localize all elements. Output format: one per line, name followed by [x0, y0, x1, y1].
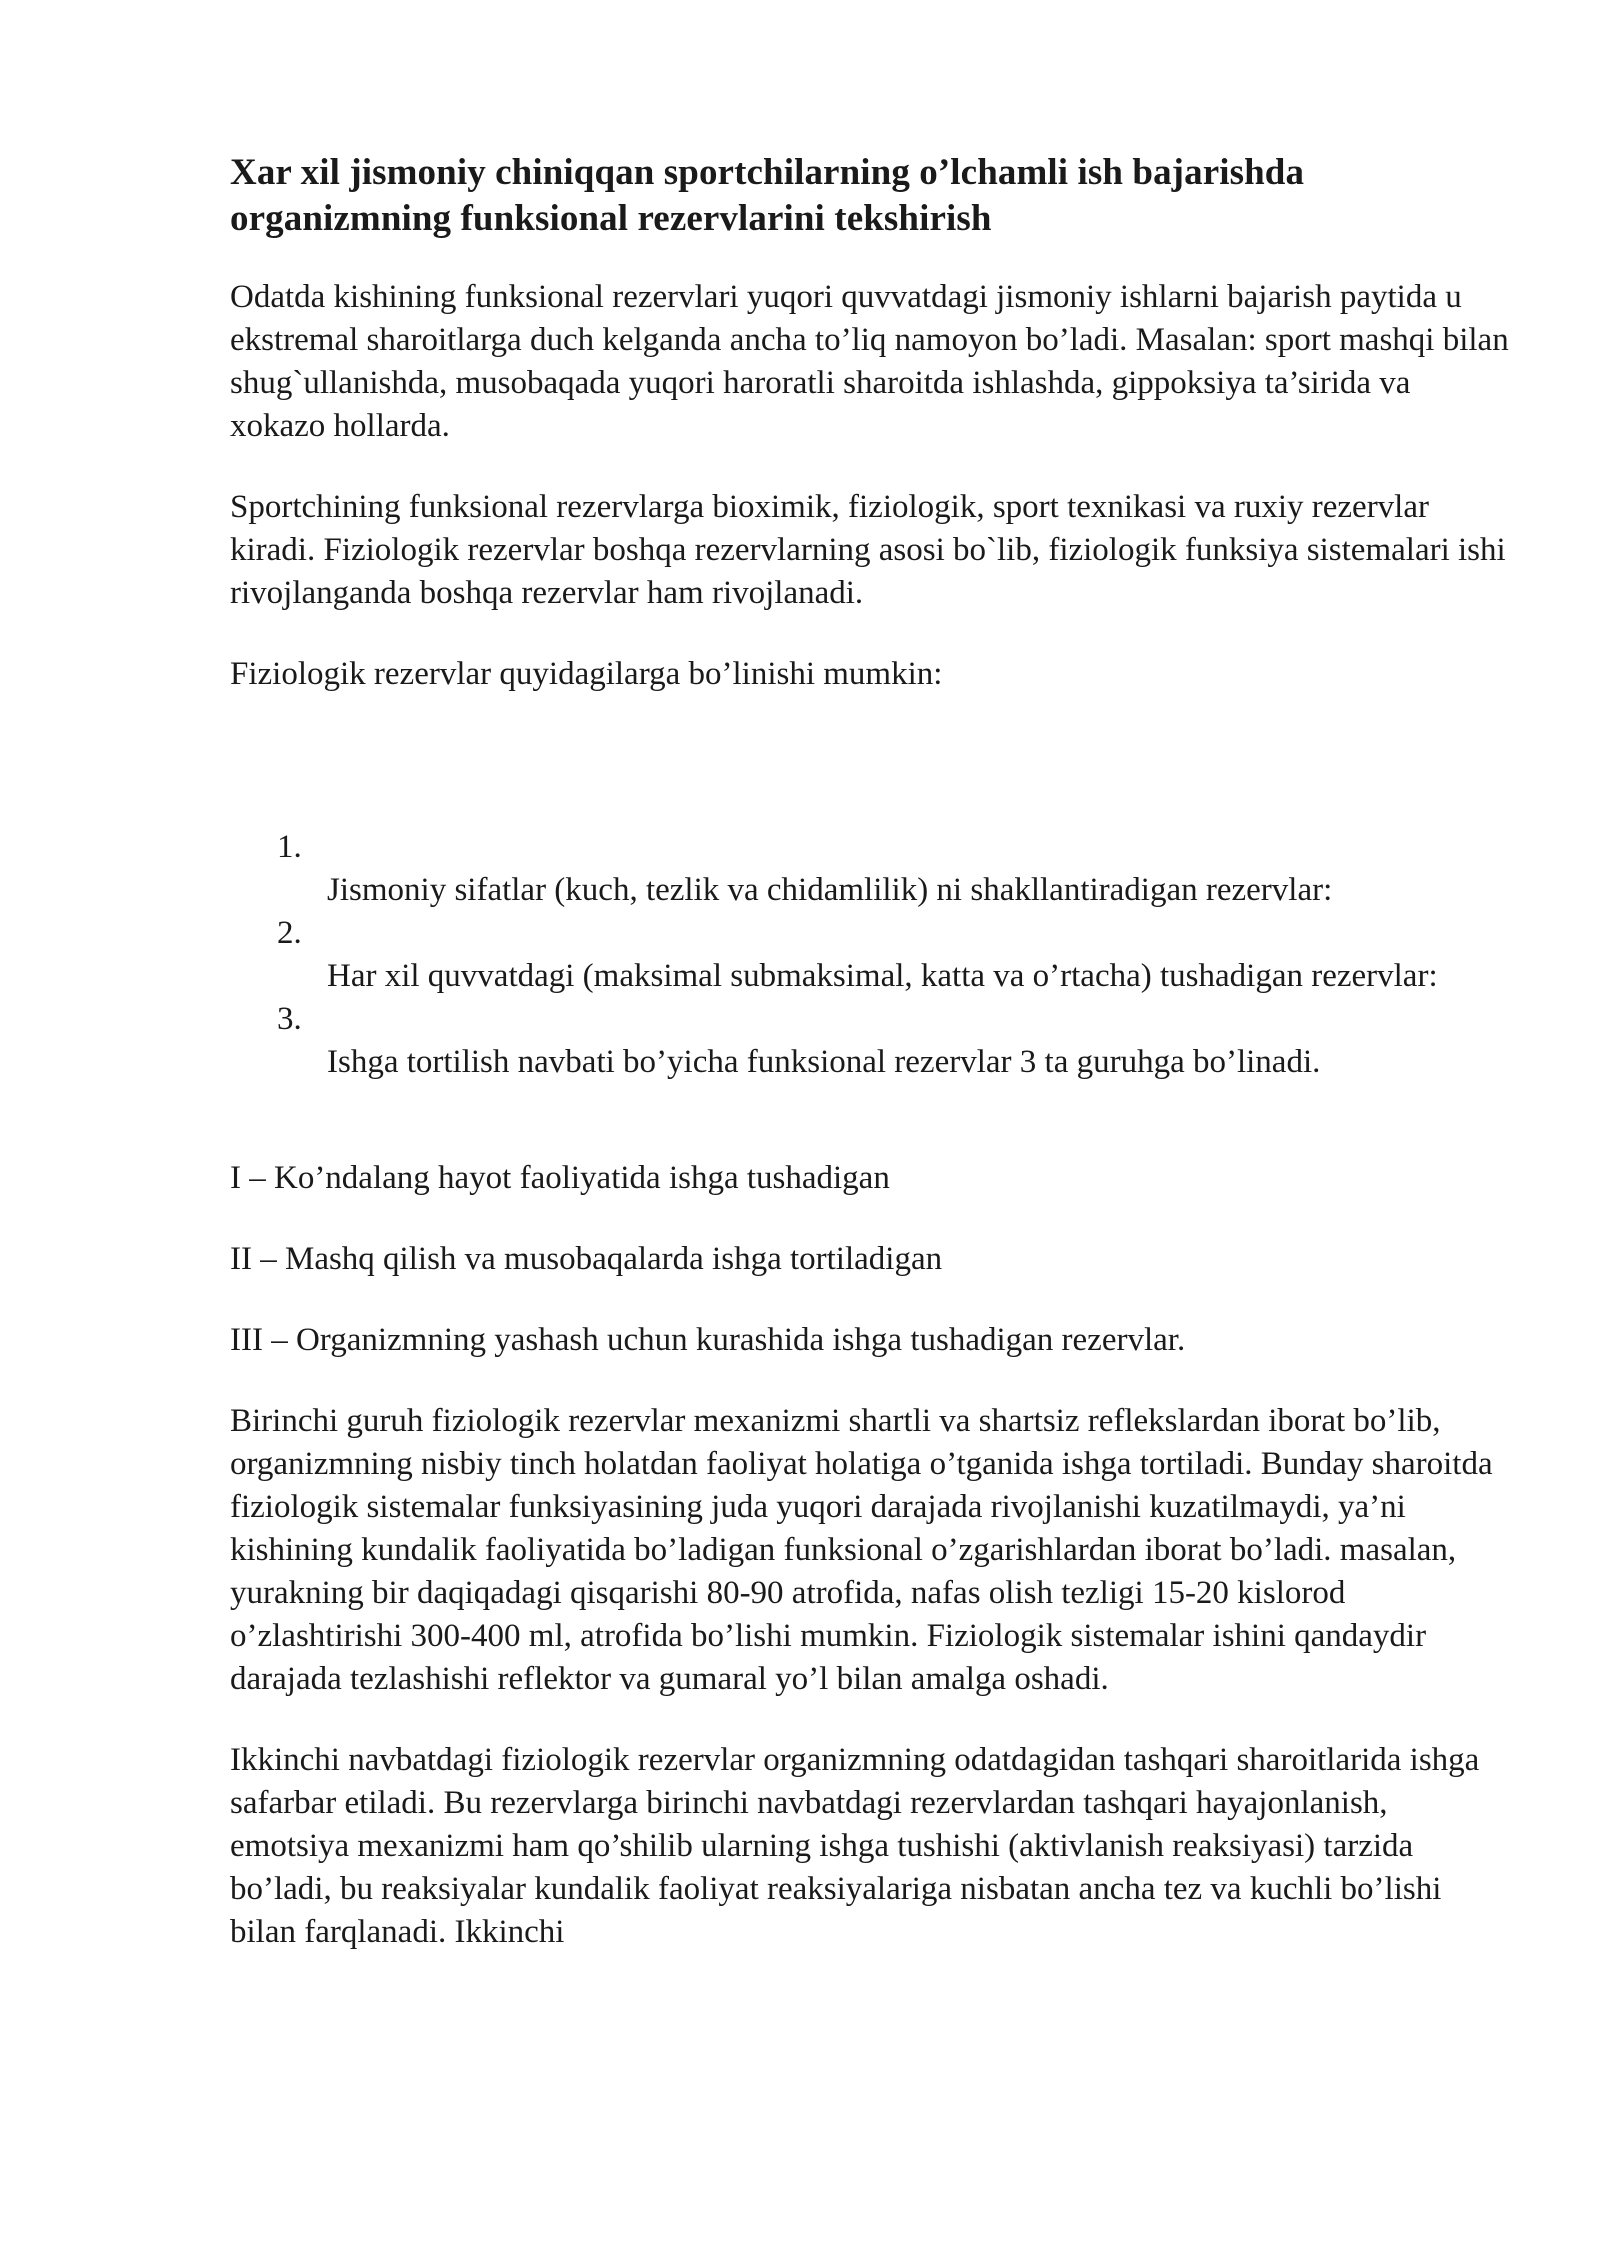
- list-item: [230, 826, 1510, 912]
- paragraph-intro-2: Sportchining funksional rezervlarga bioximik, fiziologik, sport texnikasi va ruxiy rezervlar kiradi. Fiziologik rezervlar boshqa rezervlarning asosi bo`lib, fiziologik funksiya sistemalari ishi rivojlanganda boshqa rezervlar ham rivojlanadi.: [230, 489, 1506, 611]
- blank-space: [230, 1084, 1510, 1157]
- list-item: [230, 912, 1510, 998]
- numbered-list: [230, 826, 1510, 1084]
- list-item-number: 1.: [277, 829, 302, 865]
- list-item-text: Jismoniy sifatlar (kuch, tezlik va chidamlilik) ni shakllantiradigan rezervlar:: [327, 872, 1333, 908]
- group-line-2: II – Mashq qilish va musobaqalarda ishga tortiladigan: [230, 1241, 943, 1277]
- paragraph-intro-1: Odatda kishining funksional rezervlari yuqori quvvatdagi jismoniy ishlarni bajarish paytida u ekstremal sharoitlarga duch kelganda ancha to’liq namoyon bo’ladi. Masalan: sport mashqi bilan shug`ullanishda, musobaqada yuqori haroratli sharoitda ishlashda, gippoksiya ta’sirida va xokazo hollarda.: [230, 279, 1509, 444]
- paragraph-intro-3: Fiziologik rezervlar quyidagilarga bo’linishi mumkin:: [230, 656, 943, 692]
- document-page: [230, 150, 1510, 1992]
- document-title: Xar xil jismoniy chiniqqan sportchilarning o’lchamli ish bajarishda organizmning funksional rezervlarini tekshirish: [230, 152, 1305, 239]
- list-item-number: 2.: [277, 915, 302, 951]
- list-item-text: Ishga tortilish navbati bo’yicha funksional rezervlar 3 ta guruhga bo’linadi.: [327, 1044, 1321, 1080]
- list-item-text: Har xil quvvatdagi (maksimal submaksimal, katta va o’rtacha) tushadigan rezervlar:: [327, 958, 1438, 994]
- group-line-1: I – Ko’ndalang hayot faoliyatida ishga tushadigan: [230, 1160, 890, 1196]
- group-line-3: III – Organizmning yashash uchun kurashida ishga tushadigan rezervlar.: [230, 1322, 1186, 1358]
- paragraph-body-2: Ikkinchi navbatdagi fiziologik rezervlar organizmning odatdagidan tashqari sharoitlarida ishga safarbar etiladi. Bu rezervlarga birinchi navbatdagi rezervlardan tashqari hayajonlanish, emotsiya mexanizmi ham qo’shilib ularning ishga tushishi (aktivlanish reaksiyasi) tarzida bo’ladi, bu reaksiyalar kundalik faoliyat reaksiyalariga nisbatan ancha tez va kuchli bo’lishi bilan farqlanadi. Ikkinchi: [230, 1742, 1480, 1950]
- list-item-number: 3.: [277, 1001, 302, 1037]
- blank-space: [230, 696, 1510, 826]
- paragraph-body-1: Birinchi guruh fiziologik rezervlar mexanizmi shartli va shartsiz reflekslardan iborat bo’lib, organizmning nisbiy tinch holatdan faoliyat holatiga o’tganida ishga tortiladi. Bunday sharoitda fiziologik sistemalar funksiyasining juda yuqori darajada rivojlanishi kuzatilmaydi, ya’ni kishining kundalik faoliyatida bo’ladigan funksional o’zgarishlardan iborat bo’ladi. masalan, yurakning bir daqiqadagi qisqarishi 80-90 atrofida, nafas olish tezligi 15-20 kislorod o’zlashtirishi 300-400 ml, atrofida bo’lishi mumkin. Fiziologik sistemalar ishini qandaydir darajada tezlashishi reflektor va gumaral yo’l bilan amalga oshadi.: [230, 1403, 1493, 1697]
- list-item: [230, 998, 1510, 1084]
